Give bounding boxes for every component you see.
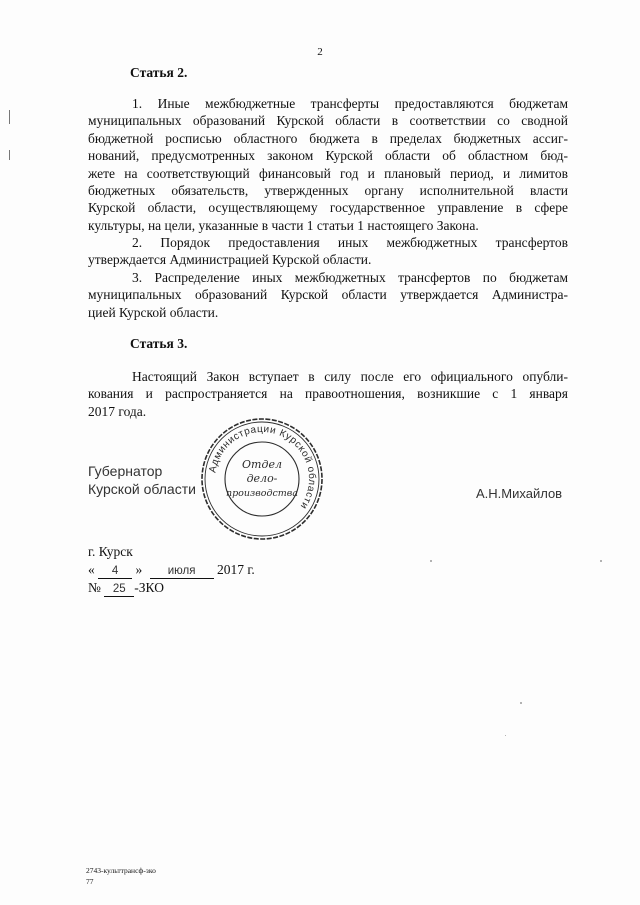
text-line: муниципальных образований Курской области утверждается Администра- bbox=[88, 287, 568, 303]
date-month: июля bbox=[150, 565, 214, 579]
seal-ring-textpath: Администрации Курской области bbox=[207, 423, 318, 512]
official-seal-stamp bbox=[199, 416, 325, 542]
date-close-quote: » bbox=[135, 562, 143, 577]
article-2-paragraph-1 bbox=[88, 95, 568, 234]
scan-edge-mark bbox=[9, 110, 10, 124]
text-line: цией Курской области. bbox=[88, 304, 219, 320]
date-open-quote: « bbox=[88, 562, 95, 577]
date-day: 4 bbox=[98, 565, 132, 579]
signatory-name: А.Н.Михайлов bbox=[476, 486, 563, 501]
text-line: кования и распространяется на правоотношения, возникшие с 1 января bbox=[88, 386, 568, 402]
footer-copy-number: 77 bbox=[86, 877, 94, 886]
scan-speck bbox=[600, 560, 602, 562]
text-line: бюджетной росписью областного бюджета в пределах бюджетных ассиг- bbox=[88, 130, 568, 146]
date-year: 2017 г. bbox=[217, 562, 255, 577]
text-line: бюджетных обязательств, утвержденных органу исполнительной власти bbox=[88, 183, 568, 199]
text-line: 1. Иные межбюджетные трансферты предоставляются бюджетам bbox=[132, 96, 568, 111]
text-line: культуры, на цели, указанные в части 1 статьи 1 настоящего Закона. bbox=[88, 217, 479, 233]
scan-speck bbox=[505, 735, 506, 736]
number-sign: № bbox=[88, 580, 101, 595]
text-line: 3. Распределение иных межбюджетных трансфертов по бюджетам bbox=[132, 270, 568, 285]
footer-file-code: 2743-культтрансф-зко bbox=[86, 866, 156, 875]
text-line: Настоящий Закон вступает в силу после его официального опубли- bbox=[132, 369, 568, 384]
place-city: г. Курск bbox=[88, 544, 133, 559]
scan-speck bbox=[430, 560, 432, 562]
scan-edge-mark bbox=[9, 150, 10, 160]
text-line: Курской области, осуществляющему государственное управление в сфере bbox=[88, 200, 568, 216]
seal-center-line-3: производства bbox=[225, 488, 299, 499]
article-2-paragraph-2 bbox=[88, 234, 568, 269]
page-number: 2 bbox=[317, 46, 323, 58]
seal-center-line-1: Отдел bbox=[242, 458, 282, 471]
signatory-title bbox=[88, 462, 196, 498]
law-number-line bbox=[88, 580, 164, 597]
article-3-heading: Статья 3. bbox=[130, 336, 188, 351]
text-line: муниципальных образований Курской области в соответствии со сводной bbox=[88, 113, 568, 129]
seal-center-line-2: дело- bbox=[246, 472, 278, 485]
text-line: 2017 года. bbox=[88, 403, 147, 419]
article-3-paragraph-1 bbox=[88, 368, 568, 420]
signatory-title-line-2: Курской области bbox=[88, 481, 196, 497]
text-line: 2. Порядок предоставления иных межбюджетных трансфертов bbox=[132, 235, 568, 250]
text-line: нований, предусмотренных законом Курской области об областном бюд- bbox=[88, 148, 568, 164]
scan-speck bbox=[520, 702, 522, 704]
text-line: жете на соответствующий финансовый год и плановый период, и лимитов bbox=[88, 165, 568, 181]
text-line: утверждается Администрацией Курской области. bbox=[88, 252, 372, 268]
law-number-suffix: -ЗКО bbox=[134, 580, 164, 595]
law-number: 25 bbox=[104, 583, 134, 597]
article-2-paragraph-3 bbox=[88, 269, 568, 321]
article-2-heading: Статья 2. bbox=[130, 65, 188, 80]
signatory-title-line-1: Губернатор bbox=[88, 463, 163, 479]
date-line bbox=[88, 562, 255, 579]
